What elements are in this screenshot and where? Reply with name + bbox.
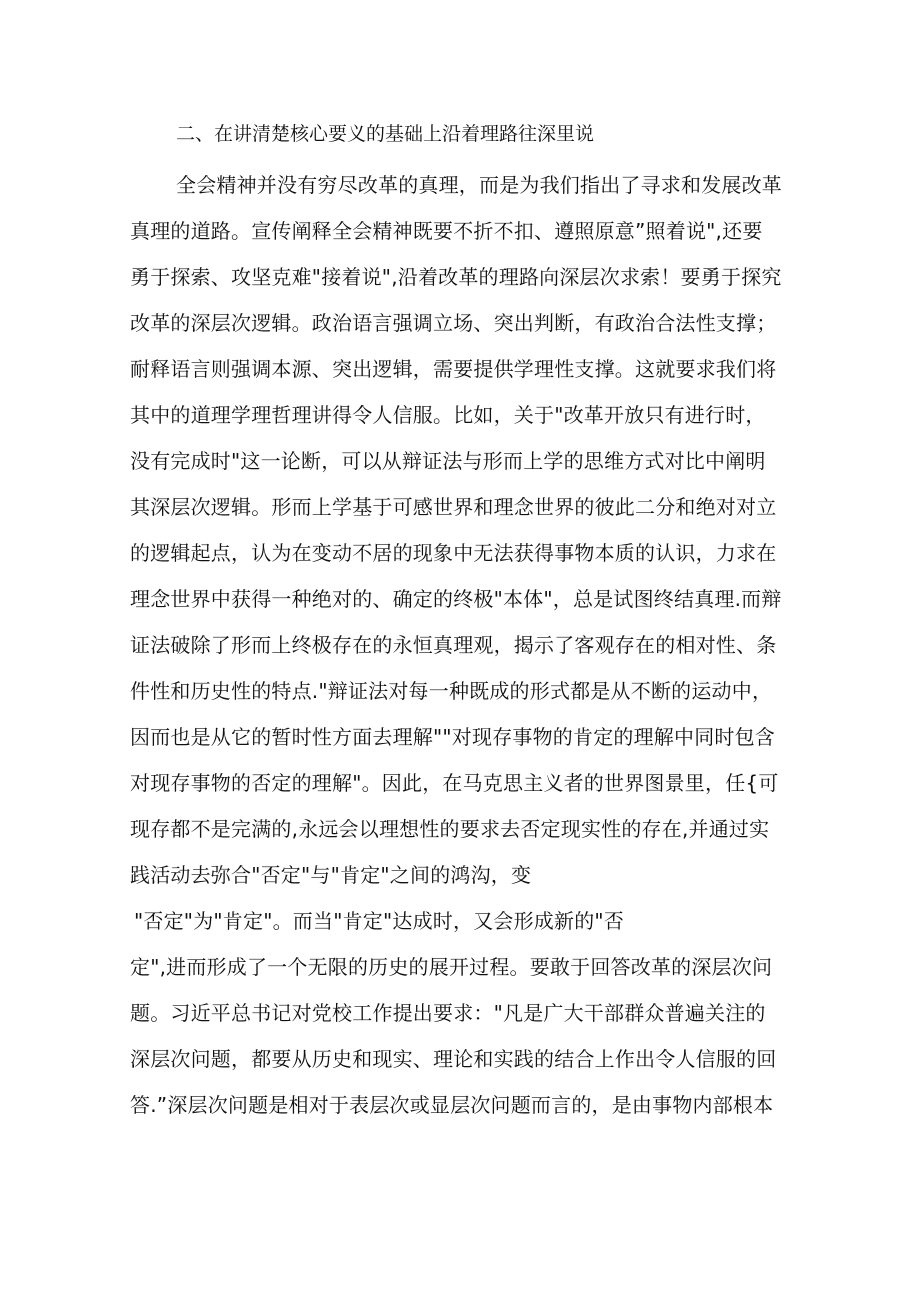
paragraph-line: 答.”深层次问题是相对于表层次或显层次问题而言的，是由事物内部根本 xyxy=(130,1093,774,1117)
paragraph-line: 题。习近平总书记对党校工作提出要求："凡是广大干部群众普遍关注的 xyxy=(130,1001,766,1025)
paragraph-line: 件性和历史性的特点."辩证法对每一种既成的形式都是从不断的运动中， xyxy=(130,679,773,703)
paragraph-line: 深层次问题，都要从历史和现实、理论和实践的结合上作出令人信服的回 xyxy=(130,1047,777,1071)
paragraph-line: 定",进而形成了一个无限的历史的展开过程。要敢于回答改革的深层次问 xyxy=(130,955,773,979)
paragraph-line: 没有完成时"这一论断，可以从辩证法与形而上学的思维方式对比中阐明 xyxy=(130,449,766,473)
paragraph-line: 践活动去弥合"否定"与"肯定"之间的鸿沟，变 xyxy=(130,863,532,887)
paragraph-line: 的逻辑起点，认为在变动不居的现象中无法获得事物本质的认识，力求在 xyxy=(130,541,777,565)
section-heading: 二、在讲清楚核心要义的基础上沿着理路往深里说 xyxy=(176,123,595,145)
paragraph-line: 因而也是从它的暂时性方面去理解""对现存事物的肯定的理解中同时包含 xyxy=(130,725,775,749)
paragraph-line: 其中的道理学理哲理讲得令人信服。比如，关于"改革开放只有进行时， xyxy=(130,403,766,427)
paragraph-line: 真理的道路。宣传阐释全会精神既要不折不扣、遵照原意”照着说",还要 xyxy=(130,219,763,243)
paragraph-line: 全会精神并没有穷尽改革的真理，而是为我们指出了寻求和发展改革 xyxy=(176,173,782,197)
paragraph-line: "否定"为"肯定"。而当"肯定"达成时，又会形成新的"否 xyxy=(134,909,624,933)
paragraph-line: 勇于探索、攻坚克难"接着说",沿着改革的理路向深层次求索！要勇于探究 xyxy=(130,265,782,289)
paragraph-line: 其深层次逻辑。形而上学基于可感世界和理念世界的彼此二分和绝对对立 xyxy=(130,495,777,519)
paragraph-line: 理念世界中获得一种绝对的、确定的终极"本体"，总是试图终结真理.而辩 xyxy=(130,587,782,611)
paragraph-line: 改革的深层次逻辑。政治语言强调立场、突出判断，有政治合法性支撑； xyxy=(130,311,777,335)
paragraph-line: 对现存事物的否定的理解"。因此，在马克思主义者的世界图景里，任{可 xyxy=(130,771,779,795)
paragraph-line: 证法破除了形而上终极存在的永恒真理观，揭示了客观存在的相对性、条 xyxy=(130,633,777,657)
paragraph-line: 现存都不是完满的,永远会以理想性的要求去否定现实性的存在,并通过实 xyxy=(130,817,770,841)
paragraph-line: 耐释语言则强调本源、突出逻辑，需要提供学理性支撑。这就要求我们将 xyxy=(130,357,777,381)
